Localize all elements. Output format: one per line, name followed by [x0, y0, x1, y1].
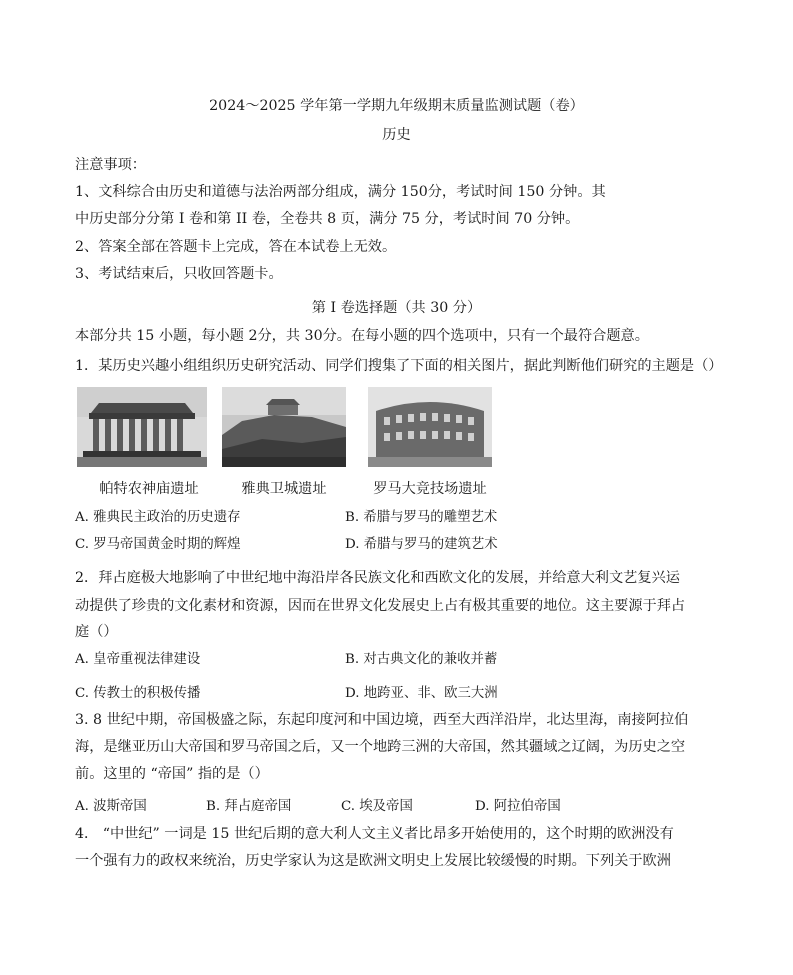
notice-item-2: 2、答案全部在答题卡上完成，答在本试卷上无效。	[75, 239, 397, 255]
question-4-line-1: 4． “中世纪” 一词是 15 世纪后期的意大利人文主义者比昂多开始使用的，这个时期的欧洲没有	[75, 826, 674, 842]
question-1-option-d: D. 希腊与罗马的建筑艺术	[345, 537, 498, 552]
exam-title: 2024～2025 学年第一学期九年级期末质量监测试题（卷）	[209, 98, 584, 114]
notice-heading: 注意事项：	[75, 157, 146, 173]
caption-colosseum: 罗马大竞技场遗址	[373, 481, 487, 497]
question-1-option-a: A. 雅典民主政治的历史遗存	[75, 510, 241, 525]
notice-item-1-line-2: 中历史部分分第 I 卷和第 II 卷，全卷共 8 页，满分 75 分，考试时间 70 分钟。	[75, 211, 580, 227]
caption-parthenon: 帕特农神庙遗址	[99, 481, 199, 497]
caption-acropolis: 雅典卫城遗址	[241, 481, 327, 497]
acropolis-photo	[222, 387, 346, 467]
question-3-option-a: A. 波斯帝国	[75, 799, 147, 814]
question-1-option-b: B. 希腊与罗马的雕塑艺术	[345, 510, 498, 525]
section-instructions: 本部分共 15 小题，每小题 2分，共 30分。在每小题的四个选项中，只有一个最符合题意。	[75, 328, 649, 344]
parthenon-photo	[77, 387, 207, 467]
notice-item-3: 3、考试结束后，只收回答题卡。	[75, 266, 283, 282]
subject-title: 历史	[382, 127, 411, 143]
question-3-line-3: 前。这里的 “帝国” 指的是（）	[75, 766, 269, 782]
question-2-option-a: A. 皇帝重视法律建设	[75, 652, 201, 667]
question-2-line-2: 动提供了珍贵的文化素材和资源，因而在世界文化发展史上占有极其重要的地位。这主要源于拜占	[75, 598, 686, 614]
question-2-line-3: 庭（）	[75, 624, 118, 640]
colosseum-photo	[368, 387, 492, 467]
question-2-line-1: 2．拜占庭极大地影响了中世纪地中海沿岸各民族文化和西欧文化的发展，并给意大利文艺复兴运	[75, 570, 680, 586]
question-1-stem: 1．某历史兴趣小组组织历史研究活动、同学们搜集了下面的相关图片，据此判断他们研究的主题是（）	[75, 358, 723, 374]
question-4-line-2: 一个强有力的政权来统治，历史学家认为这是欧洲文明史上发展比较缓慢的时期。下列关于欧洲	[75, 853, 671, 869]
section-title: 第 I 卷选择题（共 30 分）	[311, 300, 482, 316]
question-3-option-c: C. 埃及帝国	[341, 799, 413, 814]
notice-item-1-line-1: 1、文科综合由历史和道德与法治两部分组成，满分 150分，考试时间 150 分钟。其	[75, 184, 606, 200]
question-2-option-d: D. 地跨亚、非、欧三大洲	[345, 686, 498, 701]
question-2-option-b: B. 对古典文化的兼收并蓄	[345, 652, 498, 667]
question-3-line-2: 海，是继亚历山大帝国和罗马帝国之后，又一个地跨三洲的大帝国，然其疆域之辽阔，为历史之空	[75, 739, 686, 755]
question-1-option-c: C. 罗马帝国黄金时期的辉煌	[75, 537, 241, 552]
question-2-option-c: C. 传教士的积极传播	[75, 686, 201, 701]
question-3-line-1: 3. 8 世纪中期，帝国极盛之际，东起印度河和中国边境，西至大西洋沿岸，北达里海，南接阿拉伯	[75, 712, 689, 728]
question-3-option-b: B. 拜占庭帝国	[206, 799, 292, 814]
question-3-option-d: D. 阿拉伯帝国	[475, 799, 561, 814]
